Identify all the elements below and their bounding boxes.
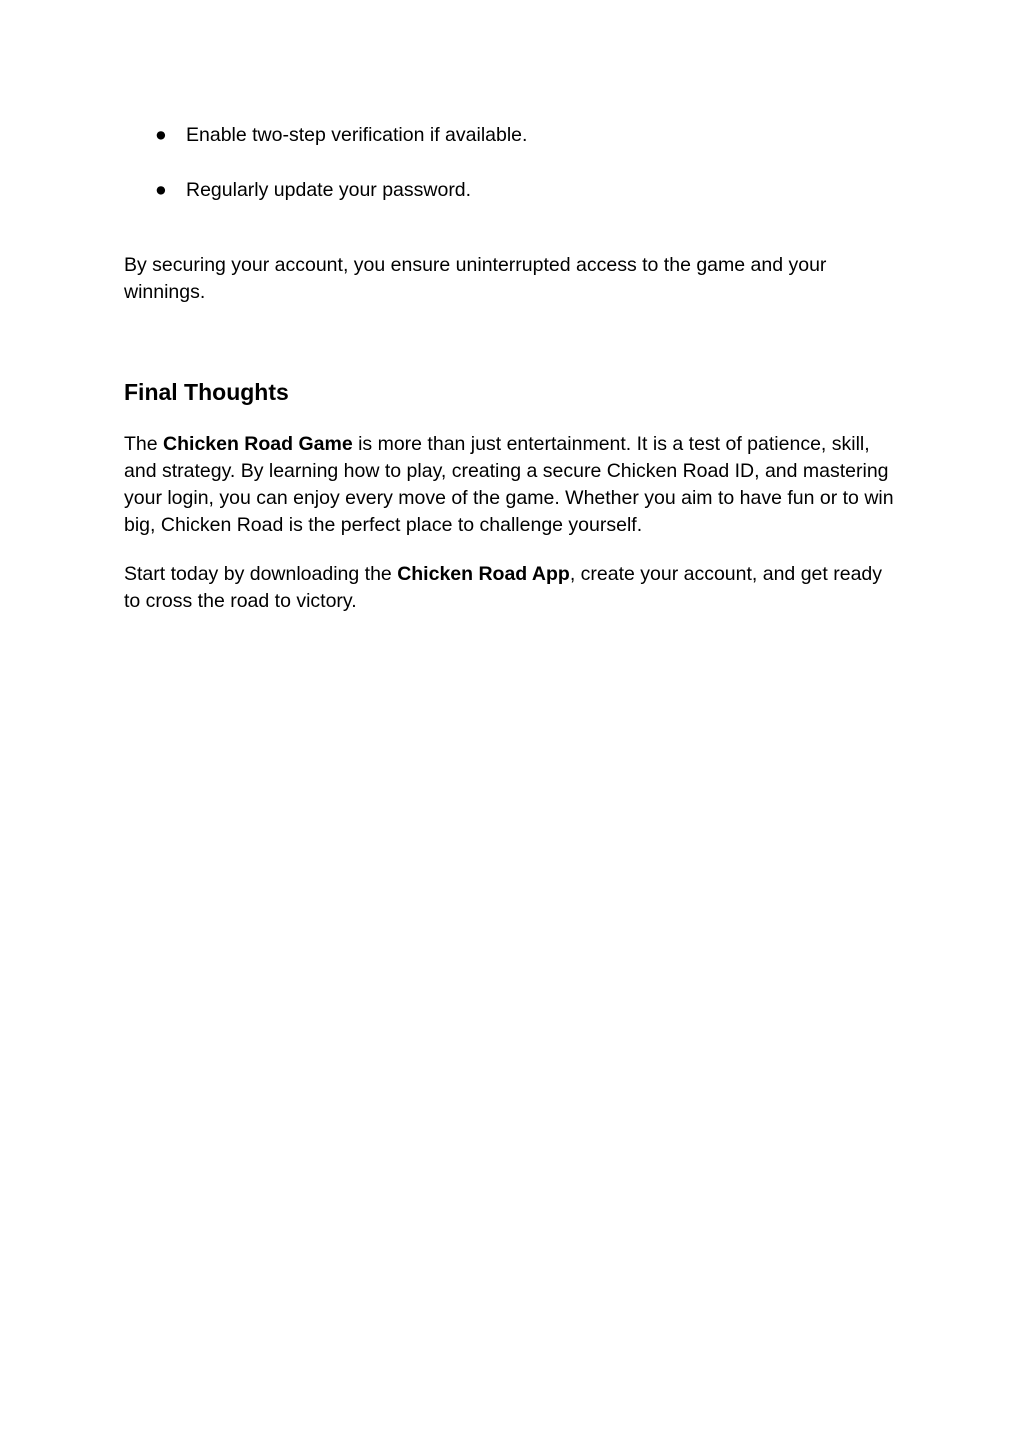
section-heading: Final Thoughts [124, 379, 289, 405]
text: Start today by downloading the [124, 563, 398, 585]
text: is more than just entertainment. It is a test of patience, skill, and strategy. By learning how to play, creating a secure Chicken Road ID, and mastering your login, you can enjoy every move of the game. Whether you aim to have fun or to win big, Chicken Road is the perfect place to challenge yourself. [124, 433, 894, 536]
text: , create your account, and get ready to cross the road to victory. [124, 563, 883, 612]
bold-text: Chicken Road App [397, 563, 570, 585]
text: The [124, 433, 164, 455]
bullet-icon: ● [155, 124, 167, 146]
call-to-action-paragraph [124, 561, 884, 615]
bold-text: Chicken Road Game [163, 433, 353, 455]
list-item-text: Regularly update your password. [186, 179, 472, 201]
final-paragraph [124, 431, 894, 539]
bullet-icon: ● [155, 179, 167, 201]
list-item-text: Enable two-step verification if available. [186, 124, 528, 146]
security-paragraph: By securing your account, you ensure uninterrupted access to the game and your winnings. [124, 254, 827, 303]
